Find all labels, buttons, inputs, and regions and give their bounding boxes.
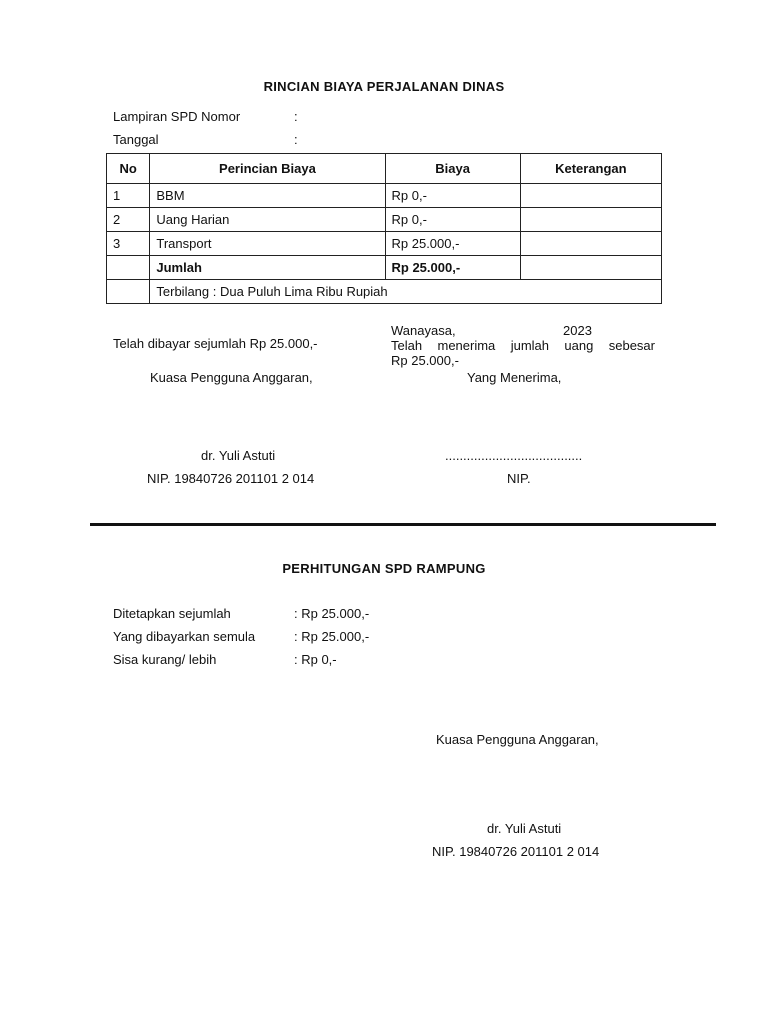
table-header-row [107, 154, 662, 184]
right-signer-nip: NIP. [507, 471, 531, 486]
right-signer-role: Yang Menerima, [467, 370, 562, 385]
dibayarkan-value: : Rp 25.000,- [294, 629, 370, 644]
total-label: Jumlah [150, 256, 385, 280]
row-no: 3 [107, 232, 150, 256]
header-biaya: Biaya [385, 154, 520, 184]
cost-table [106, 153, 662, 304]
section-divider [90, 523, 716, 526]
sisa-label: Sisa kurang/ lebih [113, 652, 217, 667]
ditetapkan-label: Ditetapkan sejumlah [113, 606, 231, 621]
right-signer-blank: ...................................... [445, 448, 583, 463]
ditetapkan-value: : Rp 25.000,- [294, 606, 370, 621]
row-note [520, 232, 661, 256]
section2-signer-name: dr. Yuli Astuti [487, 821, 562, 836]
paid-amount-text: Telah dibayar sejumlah Rp 25.000,- [113, 336, 318, 351]
received-text-line1: Telah menerima jumlah uang sebesar [391, 338, 655, 353]
terbilang-row [107, 280, 662, 304]
place-label: Wanayasa, [391, 323, 456, 338]
table-row [107, 232, 662, 256]
row-cost: Rp 0,- [385, 208, 520, 232]
tanggal-label: Tanggal [113, 132, 159, 147]
lampiran-spd-label: Lampiran SPD Nomor [113, 109, 241, 124]
total-row [107, 256, 662, 280]
section2-signer-role: Kuasa Pengguna Anggaran, [436, 732, 599, 747]
section2-signer-nip: NIP. 19840726 201101 2 014 [432, 844, 600, 859]
row-desc: Uang Harian [150, 208, 385, 232]
sisa-value: : Rp 0,- [294, 652, 337, 667]
row-cost: Rp 0,- [385, 184, 520, 208]
year-label: 2023 [563, 323, 592, 338]
row-cost: Rp 25.000,- [385, 232, 520, 256]
row-note [520, 184, 661, 208]
section2-title: PERHITUNGAN SPD RAMPUNG [282, 561, 486, 576]
lampiran-spd-separator: : [294, 109, 298, 124]
left-signer-name: dr. Yuli Astuti [201, 448, 276, 463]
row-no: 1 [107, 184, 150, 208]
total-no [107, 256, 150, 280]
terbilang-no [107, 280, 150, 304]
left-signer-nip: NIP. 19840726 201101 2 014 [147, 471, 315, 486]
dibayarkan-label: Yang dibayarkan semula [113, 629, 256, 644]
total-cost: Rp 25.000,- [385, 256, 520, 280]
header-perincian: Perincian Biaya [150, 154, 385, 184]
left-signer-role: Kuasa Pengguna Anggaran, [150, 370, 313, 385]
row-desc: BBM [150, 184, 385, 208]
table-row [107, 184, 662, 208]
header-no: No [107, 154, 150, 184]
total-note [520, 256, 661, 280]
page-title: RINCIAN BIAYA PERJALANAN DINAS [263, 79, 505, 94]
row-note [520, 208, 661, 232]
terbilang-text: Terbilang : Dua Puluh Lima Ribu Rupiah [150, 280, 662, 304]
row-no: 2 [107, 208, 150, 232]
tanggal-separator: : [294, 132, 298, 147]
received-text-line2: Rp 25.000,- [391, 353, 459, 368]
table-row [107, 208, 662, 232]
row-desc: Transport [150, 232, 385, 256]
header-keterangan: Keterangan [520, 154, 661, 184]
